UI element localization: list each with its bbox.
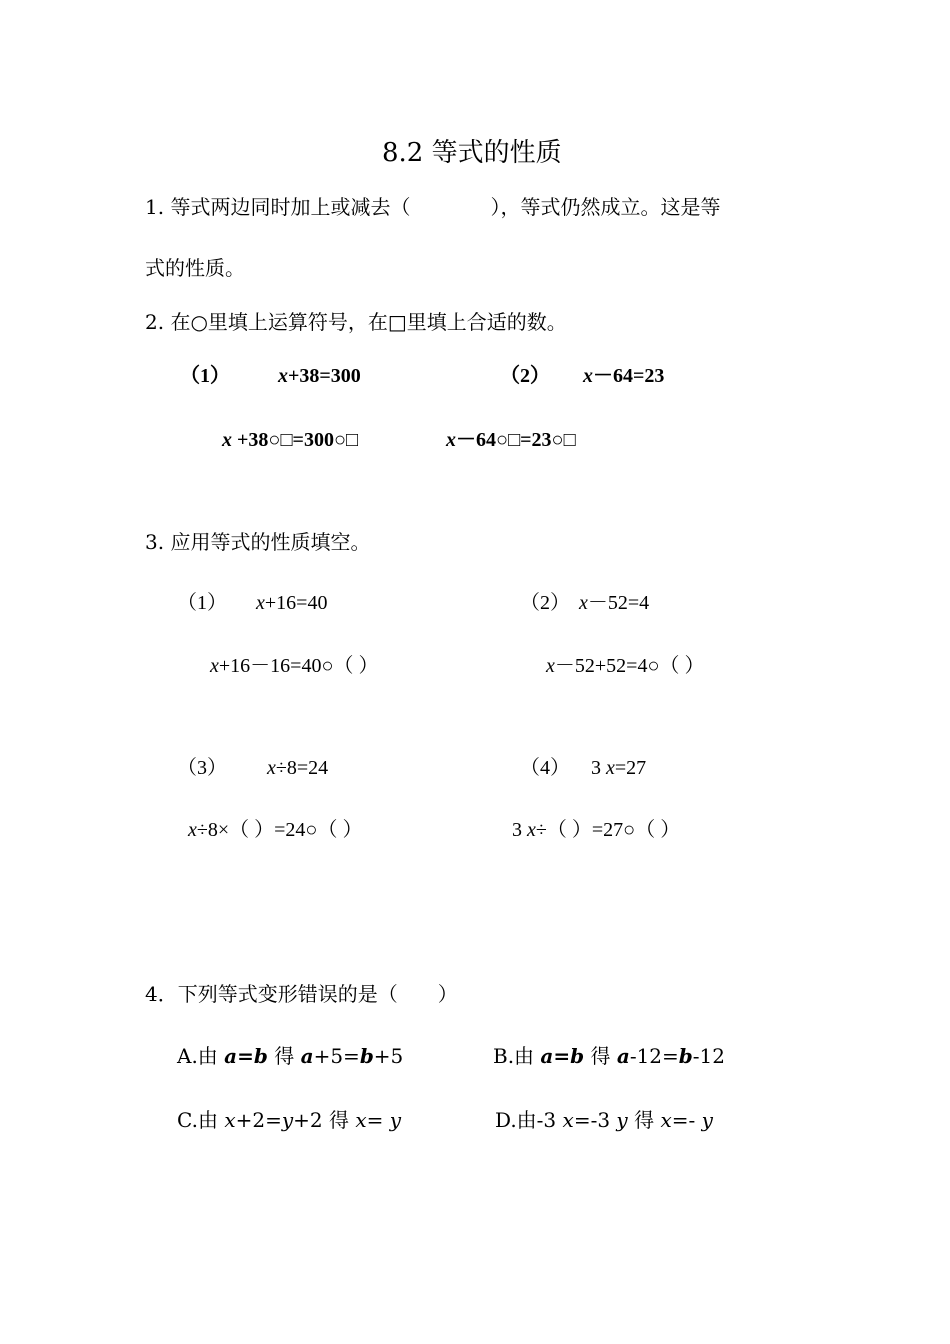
variable-y: y xyxy=(281,1108,294,1132)
variable-x: x xyxy=(210,655,219,677)
work-text: ÷8×（ ）=24○（ ） xyxy=(196,819,363,841)
q3-part-2-equation xyxy=(579,591,649,615)
variable-b: b xyxy=(678,1044,693,1068)
q3-part-1-label: （1） xyxy=(177,592,227,614)
option-text: =-3 xyxy=(573,1108,617,1132)
option-text: =- xyxy=(671,1108,702,1132)
q3-part-4-label: （4） xyxy=(520,757,570,779)
q3-part-1-work xyxy=(210,654,379,678)
variable-x: x xyxy=(660,1108,672,1132)
variable-x: x xyxy=(579,592,588,614)
q3-part-4-equation xyxy=(591,756,646,780)
q4-option-d xyxy=(495,1108,713,1132)
variable-a: a xyxy=(616,1044,630,1068)
option-text: -12= xyxy=(629,1044,679,1068)
option-label: D.由-3 xyxy=(495,1108,563,1132)
q2-part-2-label: （2） xyxy=(500,365,550,387)
equation-text: =27 xyxy=(614,757,647,779)
question-1-line-1: 1. 等式两边同时加上或减去（ ），等式仍然成立。这是等 xyxy=(145,195,721,219)
option-text: +2 得 xyxy=(293,1108,356,1132)
q2-part-1-work xyxy=(222,428,358,452)
q3-part-3-work xyxy=(188,818,363,842)
option-label: B.由 xyxy=(493,1044,541,1068)
option-text: +5 xyxy=(373,1044,404,1068)
equation-text: +38=300 xyxy=(288,365,361,387)
option-text: 得 xyxy=(584,1044,617,1068)
question-2-prompt: 2. 在○里填上运算符号，在□里填上合适的数。 xyxy=(145,310,567,334)
option-text: +2= xyxy=(235,1108,282,1132)
q4-option-c xyxy=(177,1108,401,1132)
variable-x: x xyxy=(267,757,276,779)
option-label: C.由 xyxy=(177,1108,225,1132)
given-equation: a=b xyxy=(540,1044,585,1068)
option-text: 得 xyxy=(627,1108,661,1132)
variable-x: x xyxy=(527,819,536,841)
variable-x: x xyxy=(222,429,232,451)
variable-x: x xyxy=(355,1108,367,1132)
work-text: +38○□=300○□ xyxy=(232,429,359,451)
q3-part-1-equation xyxy=(256,591,327,615)
variable-y: y xyxy=(701,1108,713,1132)
question-1-line-2: 式的性质。 xyxy=(145,256,245,280)
q2-part-2-work xyxy=(446,428,576,452)
equation-text: +16=40 xyxy=(264,592,328,614)
option-text: 得 xyxy=(267,1044,301,1068)
work-text: ÷（ ）=27○（ ） xyxy=(535,819,681,841)
coefficient: 3 xyxy=(512,819,527,841)
given-equation: a=b xyxy=(224,1044,268,1068)
variable-x: x xyxy=(224,1108,236,1132)
variable-x: x xyxy=(256,592,265,614)
q4-option-b xyxy=(493,1044,725,1068)
variable-x: x xyxy=(446,429,456,451)
q3-part-4-work xyxy=(512,818,680,842)
variable-x: x xyxy=(546,655,555,677)
equation-text: －52=4 xyxy=(587,592,650,614)
option-text: +5= xyxy=(313,1044,360,1068)
question-4-prompt: 4．下列等式变形错误的是（ ） xyxy=(145,982,458,1006)
option-text: -12 xyxy=(692,1044,725,1068)
q4-option-a xyxy=(177,1044,403,1068)
work-text: +16－16=40○（ ） xyxy=(218,655,379,677)
work-text: －52+52=4○（ ） xyxy=(554,655,705,677)
work-text: －64○□=23○□ xyxy=(456,429,576,451)
equation-text: －64=23 xyxy=(593,365,665,387)
variable-b: b xyxy=(359,1044,374,1068)
q2-part-2-equation xyxy=(583,364,664,388)
option-label: A.由 xyxy=(177,1044,225,1068)
variable-y: y xyxy=(389,1108,402,1132)
q3-part-2-work xyxy=(546,654,705,678)
q3-part-2-label: （2） xyxy=(520,592,570,614)
q2-part-1-label: （1） xyxy=(180,365,230,387)
variable-a: a xyxy=(300,1044,314,1068)
equation-text: ÷8=24 xyxy=(275,757,329,779)
coefficient: 3 xyxy=(591,757,606,779)
variable-y: y xyxy=(616,1108,628,1132)
question-3-prompt: 3. 应用等式的性质填空。 xyxy=(145,530,371,554)
page-title: 8.2 等式的性质 xyxy=(382,138,562,168)
q3-part-3-label: （3） xyxy=(177,757,227,779)
variable-x: x xyxy=(188,819,197,841)
variable-x: x xyxy=(606,757,615,779)
variable-x: x xyxy=(278,365,288,387)
variable-x: x xyxy=(583,365,593,387)
q2-part-1-equation xyxy=(278,364,361,388)
variable-x: x xyxy=(562,1108,574,1132)
q3-part-3-equation xyxy=(267,756,328,780)
option-text: = xyxy=(366,1108,390,1132)
